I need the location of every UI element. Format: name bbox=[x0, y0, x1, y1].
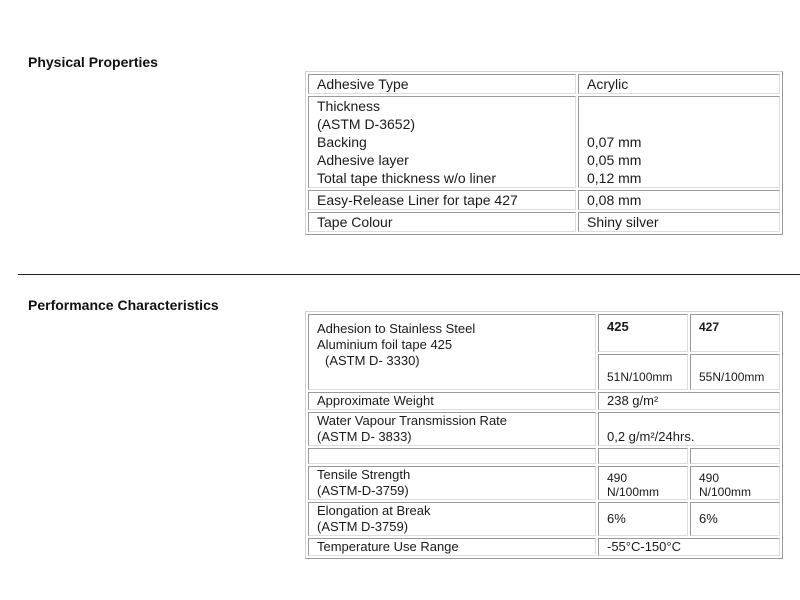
table-row bbox=[308, 212, 780, 232]
adhesion-value-425: 51N/100mm bbox=[598, 354, 688, 390]
table-row bbox=[308, 314, 780, 352]
elongation-value-425: 6% bbox=[598, 502, 688, 536]
wvtr-label-line: (ASTM D- 3833) bbox=[317, 429, 412, 444]
spacer-cell bbox=[690, 448, 780, 464]
table-row bbox=[308, 448, 780, 464]
liner-label: Easy-Release Liner for tape 427 bbox=[308, 190, 576, 210]
adhesion-value-427: 55N/100mm bbox=[690, 354, 780, 390]
tensile-label bbox=[308, 466, 596, 500]
thickness-value-line: 0,12 mm bbox=[587, 170, 642, 186]
table-row bbox=[308, 412, 780, 446]
weight-label: Approximate Weight bbox=[308, 392, 596, 410]
adhesion-label-line: Aluminium foil tape 425 bbox=[317, 337, 453, 352]
adhesive-type-label: Adhesive Type bbox=[308, 74, 576, 94]
tensile-label-line: Tensile Strength bbox=[317, 467, 411, 482]
temperature-label: Temperature Use Range bbox=[308, 538, 596, 556]
liner-value: 0,08 mm bbox=[578, 190, 780, 210]
tensile-value-425 bbox=[598, 466, 688, 500]
table-row bbox=[308, 502, 780, 536]
column-425-header: 425 bbox=[598, 314, 688, 352]
physical-properties-heading: Physical Properties bbox=[28, 54, 158, 70]
tensile-value-line: 490 bbox=[607, 471, 628, 485]
wvtr-label-line: Water Vapour Transmission Rate bbox=[317, 413, 508, 428]
elongation-value-427: 6% bbox=[690, 502, 780, 536]
colour-label: Tape Colour bbox=[308, 212, 576, 232]
tensile-value-line: 490 bbox=[699, 471, 720, 485]
section-divider bbox=[18, 274, 800, 275]
performance-characteristics-heading: Performance Characteristics bbox=[28, 297, 219, 313]
adhesion-label bbox=[308, 314, 596, 390]
tensile-value-line: N/100mm bbox=[607, 485, 660, 499]
spacer-cell bbox=[598, 448, 688, 464]
tensile-value-line: N/100mm bbox=[699, 485, 752, 499]
wvtr-label bbox=[308, 412, 596, 446]
column-427-header: 427 bbox=[690, 314, 780, 352]
thickness-label-line: Backing bbox=[317, 134, 367, 150]
adhesive-type-value: Acrylic bbox=[578, 74, 780, 94]
elongation-label bbox=[308, 502, 596, 536]
performance-characteristics-table bbox=[305, 311, 783, 559]
table-row bbox=[308, 74, 780, 94]
thickness-value-line: 0,05 mm bbox=[587, 152, 642, 168]
table-row bbox=[308, 392, 780, 410]
spacer-cell bbox=[308, 448, 596, 464]
thickness-label-line: Thickness bbox=[317, 98, 381, 114]
wvtr-value: 0,2 g/m²/24hrs. bbox=[598, 412, 780, 446]
weight-value: 238 g/m² bbox=[598, 392, 780, 410]
thickness-label-line: Adhesive layer bbox=[317, 152, 409, 168]
elongation-label-line: (ASTM D-3759) bbox=[317, 519, 409, 534]
elongation-label-line: Elongation at Break bbox=[317, 503, 431, 518]
table-row bbox=[308, 190, 780, 210]
physical-properties-table bbox=[305, 71, 783, 235]
thickness-label-line: (ASTM D-3652) bbox=[317, 116, 416, 132]
temperature-value: -55°C-150°C bbox=[598, 538, 780, 556]
thickness-label bbox=[308, 96, 576, 188]
tensile-label-line: (ASTM-D-3759) bbox=[317, 483, 409, 498]
colour-value: Shiny silver bbox=[578, 212, 780, 232]
thickness-value-line: 0,07 mm bbox=[587, 134, 642, 150]
thickness-values bbox=[578, 96, 780, 188]
adhesion-label-line: Adhesion to Stainless Steel bbox=[317, 321, 476, 336]
adhesion-label-line: (ASTM D- 3330) bbox=[325, 353, 420, 368]
tensile-value-427 bbox=[690, 466, 780, 500]
table-row bbox=[308, 538, 780, 556]
table-row bbox=[308, 466, 780, 500]
thickness-label-line: Total tape thickness w/o liner bbox=[317, 170, 496, 186]
table-row bbox=[308, 96, 780, 188]
